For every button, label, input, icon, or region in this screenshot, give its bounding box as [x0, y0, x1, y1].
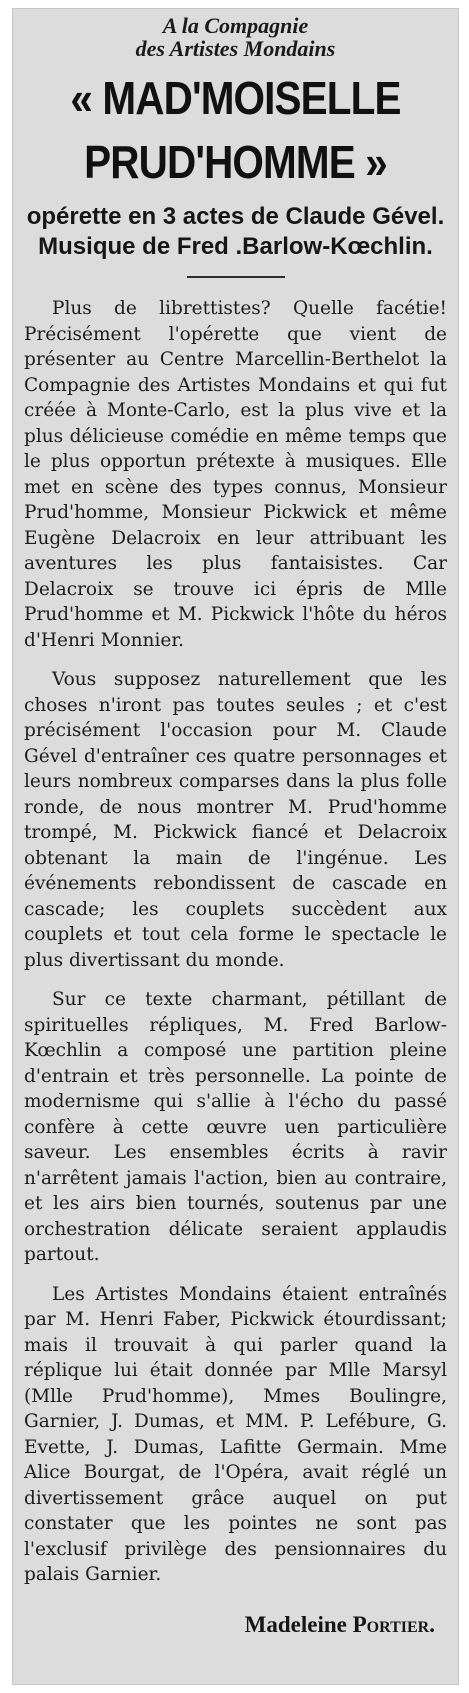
kicker-line-2: des Artistes Mondains [135, 36, 336, 61]
headline-line-1: « MAD'MOISELLE [70, 72, 401, 124]
newspaper-clipping [12, 8, 459, 1685]
paragraph-4: Les Artistes Mondains étaient entraînés par M. Henri Faber, Pickwick étourdissant; mais il trouvait à qui parler quand la réplique lui était donnée par Mlle Marsyl (Mlle Prud'homme), Mmes Boulingre, Garnier, J. Dumas, et MM. P. Lefébure, G. Evette, J. Dumas, Lafitte Germain. Mme Alice Bourgat, de l'Opéra, avait réglé un divertissement grâce auquel on put constater que les pointes ne sont pas l'exclusif privilège des pensionnaires du palais Garnier. [24, 1283, 447, 1585]
paragraph-1: Plus de librettistes? Quelle facétie! Précisément l'opérette que vient de présenter au Centre Marcellin-Berthelot la Compagnie des Artistes Mondains et qui fut créée à Monte-Carlo, est la plus vive et la plus délicieuse comédie en même temps que le plus opportun prétexte à musiques. Elle met en scène des types connus, Monsieur Prud'homme, Monsieur Pickwick et même Eugène Delacroix en leur attribuant les aventures les plus fantaisistes. Car Delacroix se trouve ici épris de Mlle Prud'homme et M. Pickwick l'hôte du héros d'Henri Monnier. [24, 298, 447, 651]
kicker-line-1: A la Compagnie [162, 13, 309, 38]
paragraph-2: Vous supposez naturellement que les choses n'iront pas toutes seules ; et c'est précisément l'occasion pour M. Claude Gével d'entraîner ces quatre personnages et leurs nombreux comparses dans la plus folle ronde, de nous montrer M. Prud'homme trompé, M. Pickwick fiancé et Delacroix obtenant la main de l'ingénue. Les événements rebondissent de cascade en cascade; les couplets succèdent aux couplets et tout cela forme le spectacle le plus divertissant du monde. [24, 669, 447, 971]
author-signature [12, 1612, 459, 1638]
paragraph-3: Sur ce texte charmant, pétillant de spirituelles répliques, M. Fred Barlow-Kœchlin a composé une partition pleine d'entrain et très personnelle. La pointe de modernisme qui s'allie à l'écho du passé confère à cette œuvre uen particulière saveur. Les ensembles écrits à ravir n'arrêtent jamais l'action, bien au contraire, et les airs bien tournés, soutenus par une orchestration délicate seraient applaudis partout. [24, 989, 447, 1265]
headline-line-2: PRUD'HOMME » [84, 136, 387, 188]
article-header [12, 14, 459, 262]
article-body [12, 278, 459, 1588]
author-surname: Portier. [352, 1611, 435, 1637]
subtitle: opérette en 3 actes de Claude Gével. Musique de Fred .Barlow-Kœchlin. [26, 203, 445, 260]
author-first-name: Madeleine [244, 1611, 347, 1637]
